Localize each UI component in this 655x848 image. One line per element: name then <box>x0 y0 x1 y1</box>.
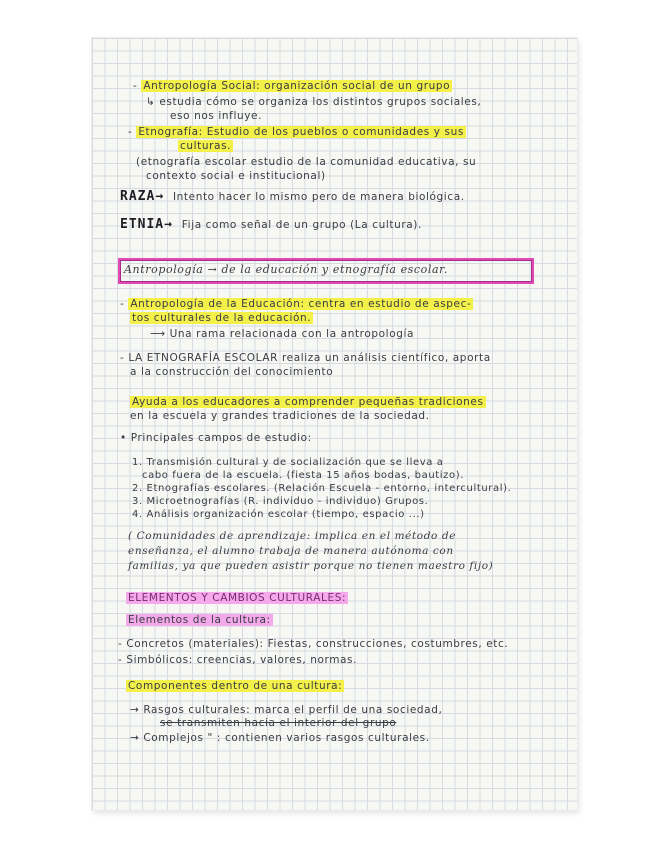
highlighted-term: Etnografía: Estudio de los pueblos o comunidades y sus <box>138 126 464 138</box>
note-line: → Complejos " : contienen varios rasgos culturales. <box>130 732 430 744</box>
note-line: Elementos de la cultura: <box>128 614 271 626</box>
section-heading: ELEMENTOS Y CAMBIOS CULTURALES: <box>128 592 347 604</box>
note-line: - Antropología de la Educación: centra en estudio de aspec- <box>120 298 472 310</box>
note-line: ↳ estudia cómo se organiza los distintos grupos sociales, <box>146 96 482 108</box>
boxed-heading-text: Antropología → de la educación y etnografía escolar. <box>124 263 448 276</box>
note-line: Componentes dentro de una cultura: <box>128 680 343 692</box>
note-line: tos culturales de la educación. <box>132 312 312 324</box>
note-line: → Rasgos culturales: marca el perfil de una sociedad, <box>130 704 443 716</box>
note-line: ⟶ Una rama relacionada con la antropología <box>150 328 415 340</box>
list-item: 3. Microetnografías (R. individuo - individuo) Grupos. <box>132 496 429 507</box>
note-line: eso nos influye. <box>170 110 263 122</box>
list-item: cabo fuera de la escuela. (fiesta 15 años bodas, bautizo). <box>142 470 465 481</box>
note-line: - LA ETNOGRAFÍA ESCOLAR realiza un análisis científico, aporta <box>120 352 491 364</box>
note-line: ETNIA→ Fija como señal de un grupo (La cultura). <box>120 217 422 232</box>
note-line: - Concretos (materiales): Fiestas, construcciones, costumbres, etc. <box>118 638 509 650</box>
note-line: se transmiten hacia el interior del grupo <box>160 717 397 729</box>
note-line: a la construcción del conocimiento <box>130 366 334 378</box>
note-line: familias, ya que pueden asistir porque no tienen maestro fijo) <box>128 560 494 572</box>
notebook-page <box>92 38 577 810</box>
note-line: en la escuela y grandes tradiciones de la sociedad. <box>130 410 430 422</box>
note-line: RAZA→ Intento hacer lo mismo pero de manera biológica. <box>120 189 465 204</box>
note-line: ( Comunidades de aprendizaje: implica en el método de <box>128 530 457 542</box>
keyword-raza: RAZA <box>120 189 156 204</box>
note-line: - Antropología Social: organización social de un grupo <box>133 80 451 92</box>
note-line: (etnografía escolar estudio de la comunidad educativa, su <box>136 156 477 168</box>
highlighted-term: Antropología de la Educación: centra en estudio de aspec- <box>130 298 472 310</box>
list-item: 1. Transmisión cultural y de socialización que se lleva a <box>132 457 444 468</box>
note-line: culturas. <box>180 140 232 152</box>
note-line: Ayuda a los educadores a comprender pequeñas tradiciones <box>132 396 484 408</box>
arrow-icon: → <box>164 217 182 232</box>
note-line: enseñanza, el alumno trabaja de manera autónoma con <box>128 545 454 557</box>
highlighted-term: Antropología Social: organización social de un grupo <box>143 80 451 92</box>
note-line: • Principales campos de estudio: <box>120 432 312 444</box>
keyword-etnia: ETNIA <box>120 217 165 232</box>
note-line: - Etnografía: Estudio de los pueblos o comunidades y sus <box>128 126 464 138</box>
list-item: 4. Análisis organización escolar (tiempo, espacio ...) <box>132 509 425 520</box>
list-item: 2. Etnografías escolares. (Relación Escuela - entorno, intercultural). <box>132 483 512 494</box>
note-line: - Simbólicos: creencias, valores, normas. <box>118 654 358 666</box>
note-line: contexto social e institucional) <box>146 170 326 182</box>
arrow-icon: → <box>155 189 173 204</box>
